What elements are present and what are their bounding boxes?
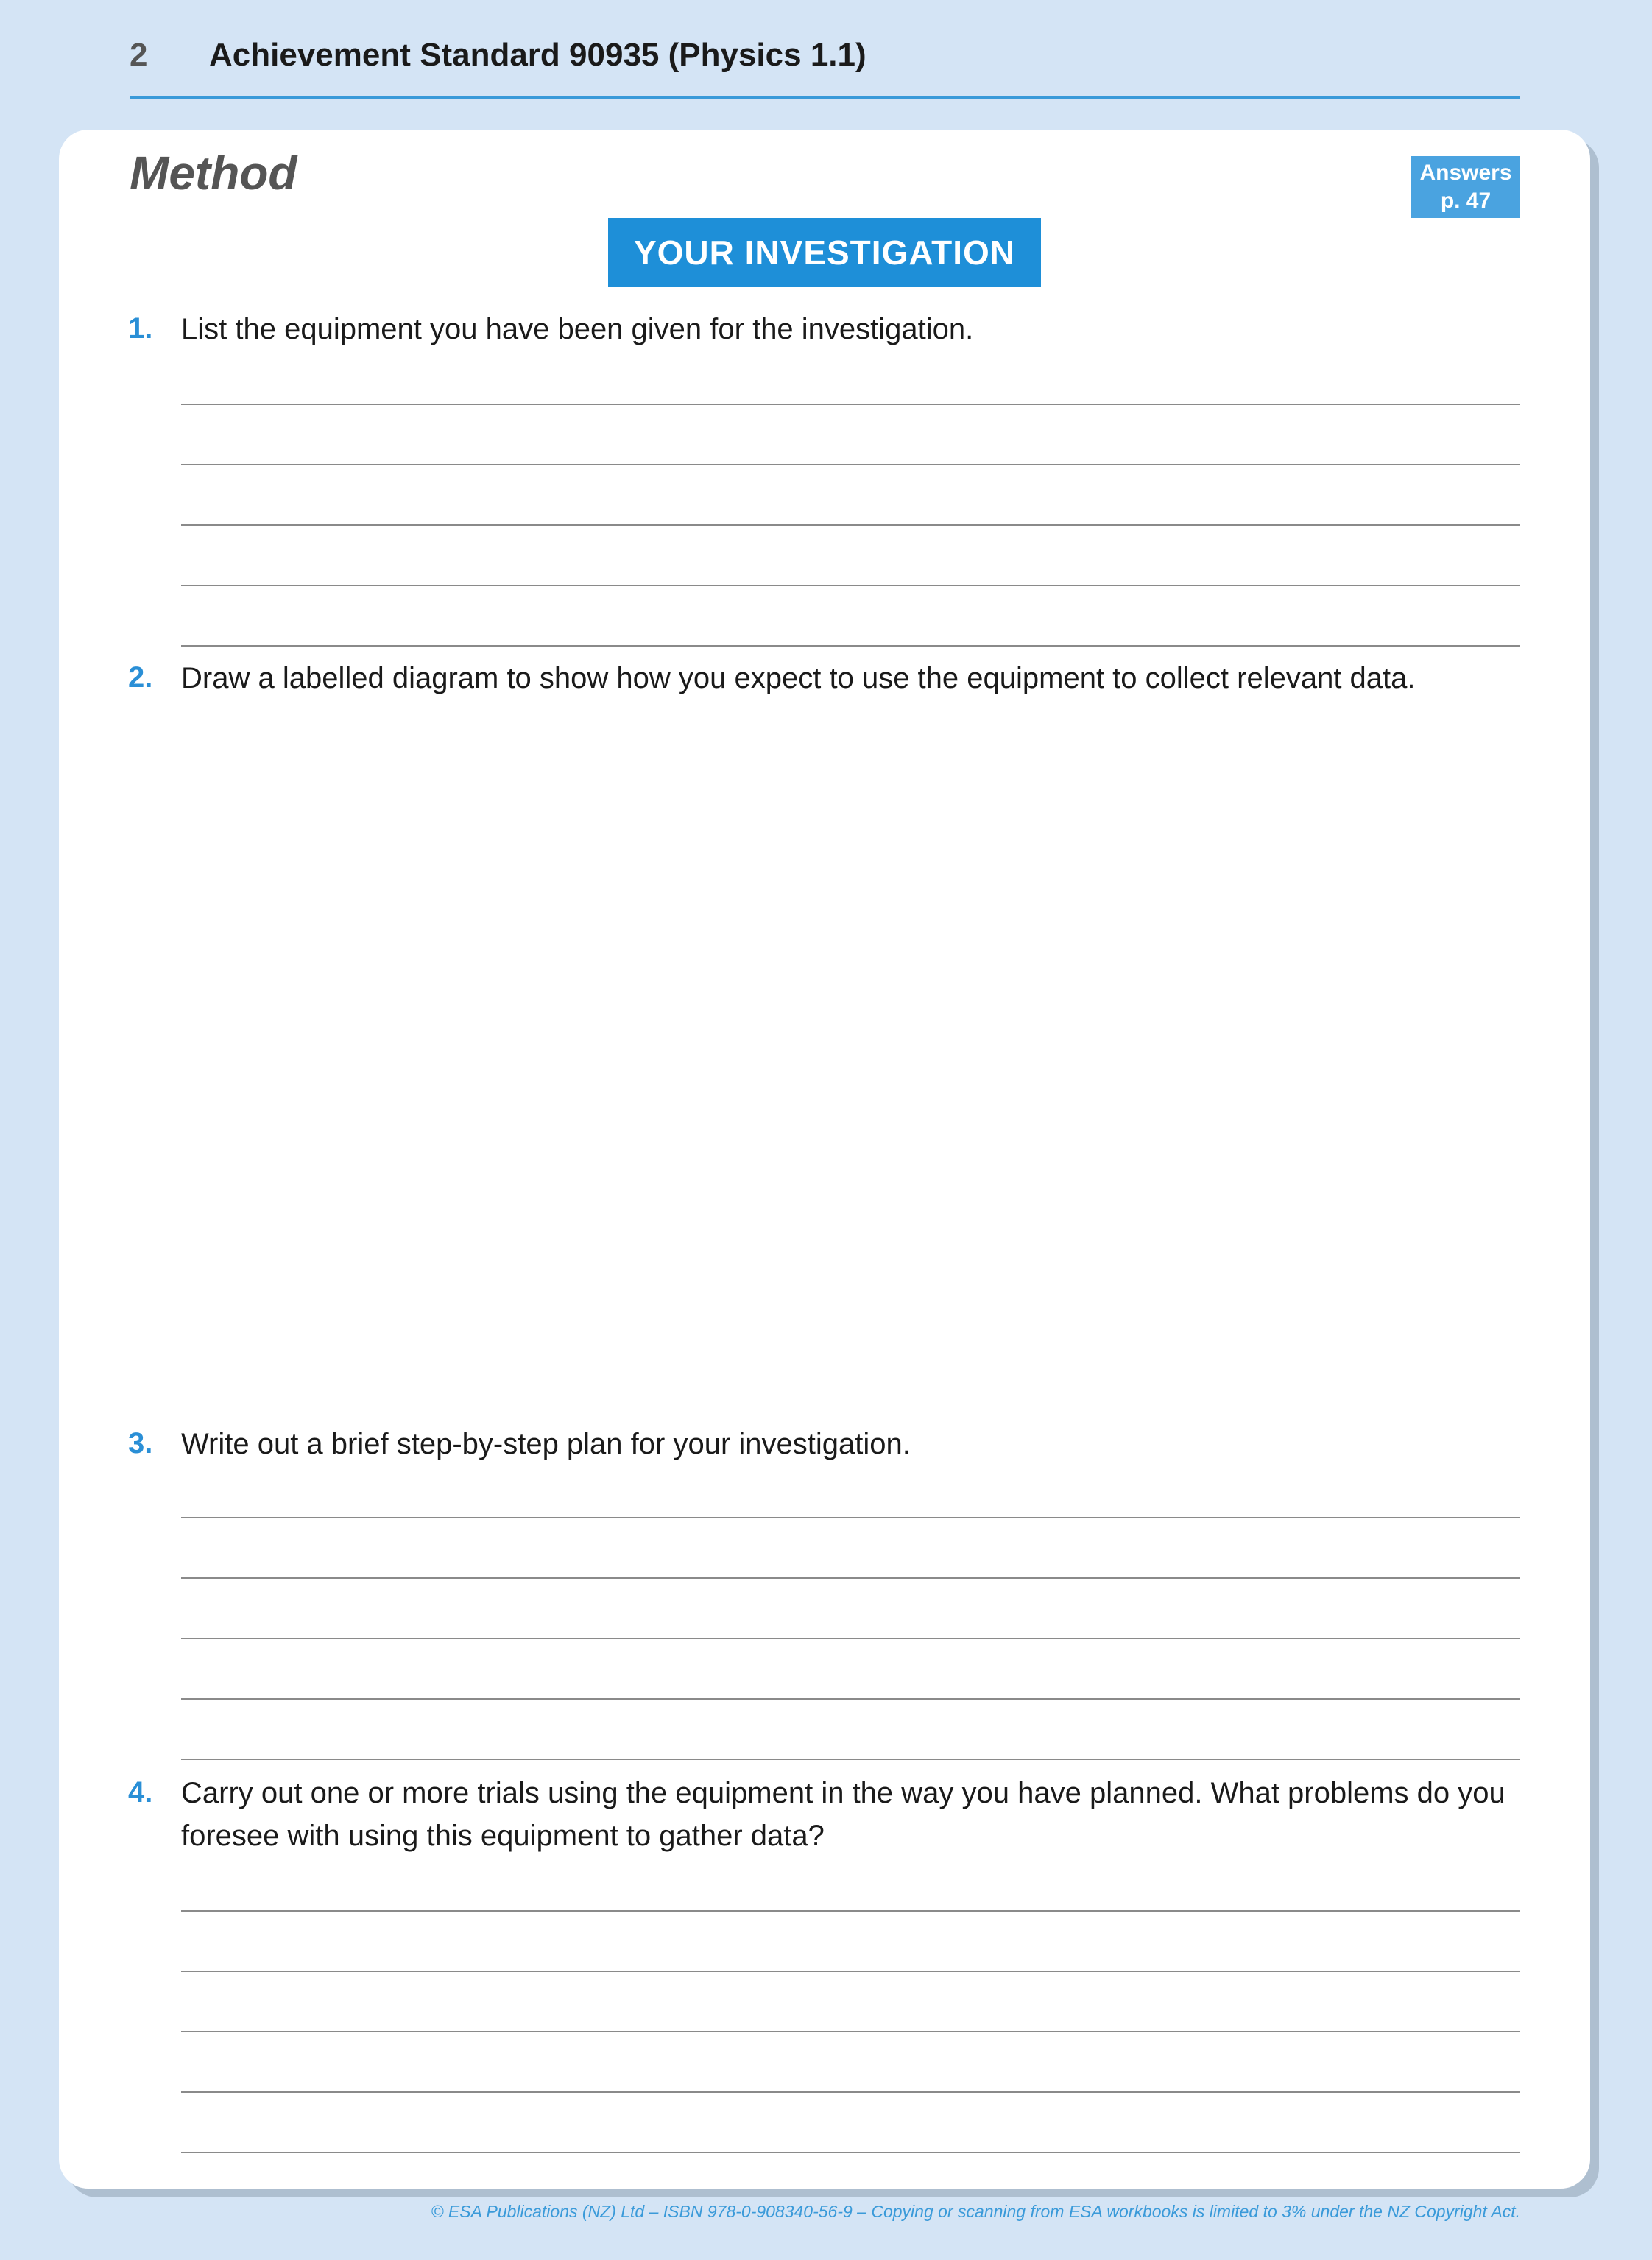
answer-line[interactable]	[181, 1698, 1520, 1700]
question-1-number: 1.	[128, 312, 153, 345]
answer-line[interactable]	[181, 1638, 1520, 1639]
answer-line[interactable]	[181, 2031, 1520, 2032]
answer-line[interactable]	[181, 464, 1520, 465]
answers-label: Answers	[1419, 161, 1512, 185]
answer-line[interactable]	[181, 1910, 1520, 1912]
copyright-footer: © ESA Publications (NZ) Ltd – ISBN 978-0-908340-56-9 – Copying or scanning from ESA workbooks is limited to 3% under the NZ Copyright Act.	[431, 2202, 1520, 2221]
answers-reference-badge	[1411, 156, 1520, 218]
answer-line[interactable]	[181, 1759, 1520, 1760]
page-number: 2	[130, 37, 148, 73]
question-4-text: Carry out one or more trials using the equipment in the way you have planned. What problems do you foresee with using this equipment to gather data?	[181, 1777, 1505, 1852]
answer-line[interactable]	[181, 404, 1520, 405]
answers-page: p. 47	[1440, 189, 1492, 213]
answer-line[interactable]	[181, 585, 1520, 586]
question-4-number: 4.	[128, 1776, 153, 1809]
question-3-number: 3.	[128, 1427, 153, 1460]
answer-line[interactable]	[181, 1971, 1520, 1972]
question-2-text: Draw a labelled diagram to show how you expect to use the equipment to collect relevant data.	[181, 662, 1416, 694]
page-header	[130, 35, 1520, 99]
diagram-drawing-area[interactable]	[181, 722, 1520, 1399]
question-3-text: Write out a brief step-by-step plan for your investigation.	[181, 1428, 911, 1460]
answer-line[interactable]	[181, 2091, 1520, 2093]
investigation-banner: YOUR INVESTIGATION	[608, 218, 1041, 287]
answer-line[interactable]	[181, 524, 1520, 526]
section-title: Method	[130, 147, 297, 200]
answer-line[interactable]	[181, 645, 1520, 647]
standard-title: Achievement Standard 90935 (Physics 1.1)	[209, 37, 866, 73]
answer-line[interactable]	[181, 1517, 1520, 1518]
answer-line[interactable]	[181, 2152, 1520, 2153]
question-1-text: List the equipment you have been given for the investigation.	[181, 313, 974, 345]
answer-line[interactable]	[181, 1577, 1520, 1579]
question-2-number: 2.	[128, 661, 153, 694]
